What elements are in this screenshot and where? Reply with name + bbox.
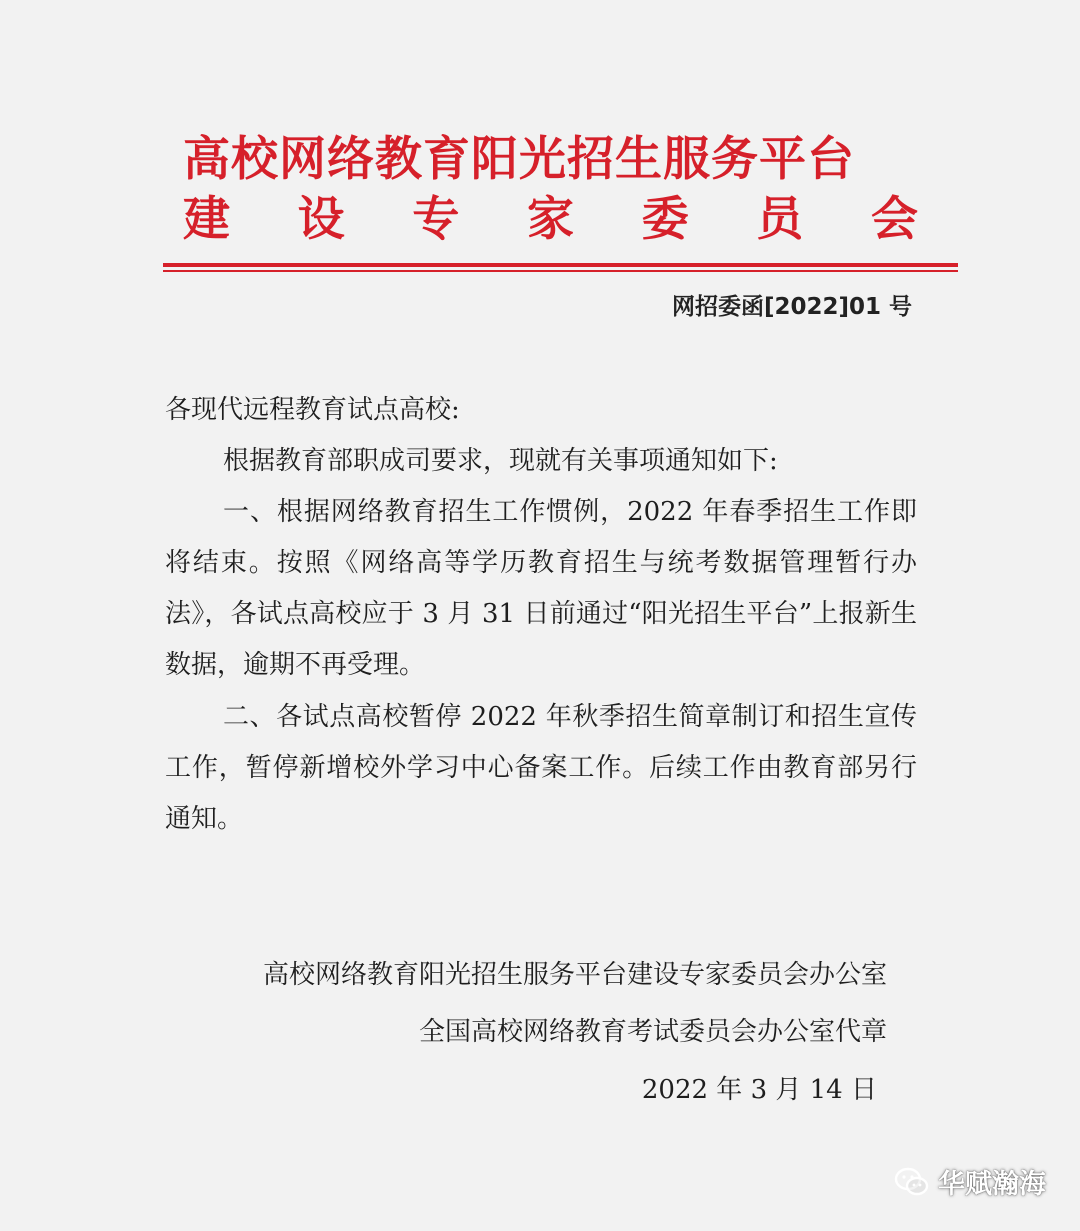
salutation: 各现代远程教育试点高校: bbox=[165, 395, 460, 425]
letterhead-char: 会 bbox=[870, 192, 918, 247]
wechat-watermark bbox=[894, 1162, 1046, 1201]
item-1-paragraph: 一、根据网络教育招生工作惯例，2022 年春季招生工作即将结束。按照《网络高等学历教育招生与统考数据管理暂行办法》，各试点高校应于 3 月 31 日前通过“阳光招生平台”上报新生数据，逾期不再受理。 bbox=[165, 497, 917, 680]
signature-office-2: 全国高校网络教育考试委员会办公室代章 bbox=[418, 1017, 887, 1047]
intro-paragraph: 根据教育部职成司要求，现就有关事项通知如下: bbox=[223, 446, 778, 476]
document-number: 网招委函[2022]01 号 bbox=[671, 294, 912, 320]
wechat-icon bbox=[894, 1167, 930, 1197]
letterhead-char: 设 bbox=[297, 192, 345, 247]
watermark-text: 华赋瀚海 bbox=[938, 1169, 1046, 1200]
letterhead-divider-thin bbox=[163, 270, 958, 272]
letterhead-title-line1: 高校网络教育阳光招生服务平台 bbox=[183, 132, 855, 187]
letterhead-char: 委 bbox=[641, 192, 689, 247]
letterhead-char: 员 bbox=[756, 192, 804, 247]
letterhead-char: 家 bbox=[526, 192, 574, 247]
letterhead-title-line2 bbox=[183, 190, 918, 250]
letterhead-divider-thick bbox=[163, 263, 958, 267]
signature-date: 2022 年 3 月 14 日 bbox=[641, 1075, 877, 1105]
signature-office-1: 高校网络教育阳光招生服务平台建设专家委员会办公室 bbox=[262, 960, 887, 990]
item-2-paragraph: 二、各试点高校暂停 2022 年秋季招生简章制订和招生宣传工作，暂停新增校外学习中心备案工作。后续工作由教育部另行通知。 bbox=[165, 702, 917, 834]
letterhead-char: 专 bbox=[412, 192, 460, 247]
letterhead-char: 建 bbox=[183, 192, 230, 247]
